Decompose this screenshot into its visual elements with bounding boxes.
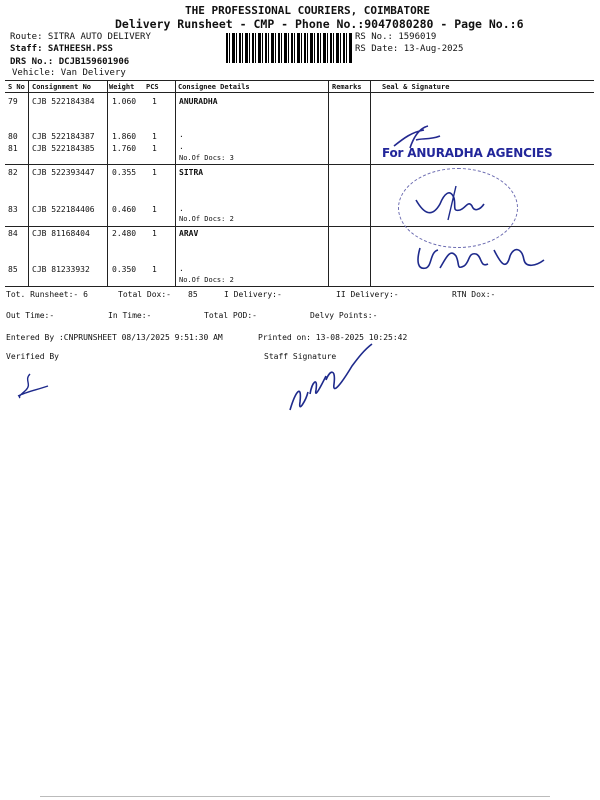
- row-82-consignment: CJB 522393447: [32, 168, 95, 177]
- route-label: Route: SITRA AUTO DELIVERY: [10, 32, 151, 42]
- total-dox-label: Total Dox:-: [118, 290, 171, 299]
- row-85-consignment: CJB 81233932: [32, 265, 90, 274]
- group-3-doc-count: No.Of Docs: 2: [179, 276, 234, 284]
- group-2-doc-count: No.Of Docs: 2: [179, 215, 234, 223]
- row-85-sno: 85: [8, 265, 18, 274]
- col-header-consignee: Consignee Details: [178, 83, 250, 91]
- row-84-weight: 2.480: [112, 229, 137, 238]
- row-83-weight: 0.460: [112, 205, 137, 214]
- verifier-signature: [14, 370, 54, 400]
- vehicle-label: Vehicle: Van Delivery: [12, 68, 126, 78]
- row-83-sno: 83: [8, 205, 18, 214]
- row-84-sno: 84: [8, 229, 18, 238]
- row-80-consignee: .: [179, 130, 184, 139]
- seal-signature-3: [410, 238, 560, 278]
- seal-signature-2: [410, 180, 490, 225]
- staff-label: Staff: SATHEESH.PSS: [10, 44, 113, 54]
- i-delivery-label: I Delivery:-: [224, 290, 282, 299]
- row-83-consignee: .: [179, 204, 184, 213]
- row-82-weight: 0.355: [112, 168, 137, 177]
- row-81-weight: 1.760: [112, 144, 137, 153]
- col-header-pcs: PCS: [146, 83, 159, 91]
- row-82-consignee: SITRA: [179, 168, 204, 177]
- row-83-pcs: 1: [152, 205, 157, 214]
- barcode-image: [226, 33, 352, 63]
- ii-delivery-label: II Delivery:-: [336, 290, 399, 299]
- runsheet-title: Delivery Runsheet - CMP - Phone No.:9047080280 - Page No.:6: [115, 17, 524, 31]
- agency-stamp: For ANURADHA AGENCIES: [382, 146, 553, 160]
- delvy-points-label: Delvy Points:-: [310, 311, 378, 320]
- out-time-label: Out Time:-: [6, 311, 55, 320]
- total-pod-label: Total POD:-: [204, 311, 257, 320]
- row-81-pcs: 1: [152, 144, 157, 153]
- staff-signature-mark: [286, 340, 376, 420]
- verified-by-label: Verified By: [6, 352, 59, 361]
- row-79-pcs: 1: [152, 97, 157, 106]
- rtn-dox-label: RTN Dox:-: [452, 290, 496, 299]
- row-85-weight: 0.350: [112, 265, 137, 274]
- row-84-pcs: 1: [152, 229, 157, 238]
- row-85-consignee: .: [179, 264, 184, 273]
- group-1-doc-count: No.Of Docs: 3: [179, 154, 234, 162]
- rs-date: RS Date: 13-Aug-2025: [355, 44, 464, 54]
- row-79-weight: 1.060: [112, 97, 137, 106]
- in-time-label: In Time:-: [108, 311, 152, 320]
- col-header-seal: Seal & Signature: [382, 83, 450, 91]
- row-79-consignee: ANURADHA: [179, 97, 218, 106]
- col-header-sno: S No: [8, 83, 25, 91]
- total-dox-value: 85: [188, 290, 198, 299]
- staff-signature-label: Staff Signature: [264, 352, 337, 361]
- row-84-consignment: CJB 81168404: [32, 229, 90, 238]
- row-80-weight: 1.860: [112, 132, 137, 141]
- rs-number: RS No.: 1596019: [355, 32, 437, 42]
- row-80-consignment: CJB 522184387: [32, 132, 95, 141]
- row-81-consignment: CJB 522184385: [32, 144, 95, 153]
- row-81-consignee: .: [179, 142, 184, 151]
- total-runsheet: Tot. Runsheet:- 6: [6, 290, 88, 299]
- drs-number: DRS No.: DCJB159601906: [10, 57, 130, 67]
- row-84-consignee: ARAV: [179, 229, 199, 238]
- row-85-pcs: 1: [152, 265, 157, 274]
- row-79-sno: 79: [8, 97, 18, 106]
- row-82-pcs: 1: [152, 168, 157, 177]
- col-header-weight: Weight: [109, 83, 135, 91]
- row-80-pcs: 1: [152, 132, 157, 141]
- row-83-consignment: CJB 522184406: [32, 205, 95, 214]
- row-81-sno: 81: [8, 144, 18, 153]
- col-header-consignment: Consignment No: [32, 83, 92, 91]
- row-79-consignment: CJB 522184384: [32, 97, 95, 106]
- row-82-sno: 82: [8, 168, 18, 177]
- entered-by: Entered By :CNPRUNSHEET 08/13/2025 9:51:30 AM: [6, 333, 223, 342]
- printed-on: Printed on: 13-08-2025 10:25:42: [258, 333, 408, 342]
- row-80-sno: 80: [8, 132, 18, 141]
- company-name: THE PROFESSIONAL COURIERS, COIMBATORE: [185, 4, 431, 17]
- col-header-remarks: Remarks: [332, 83, 362, 91]
